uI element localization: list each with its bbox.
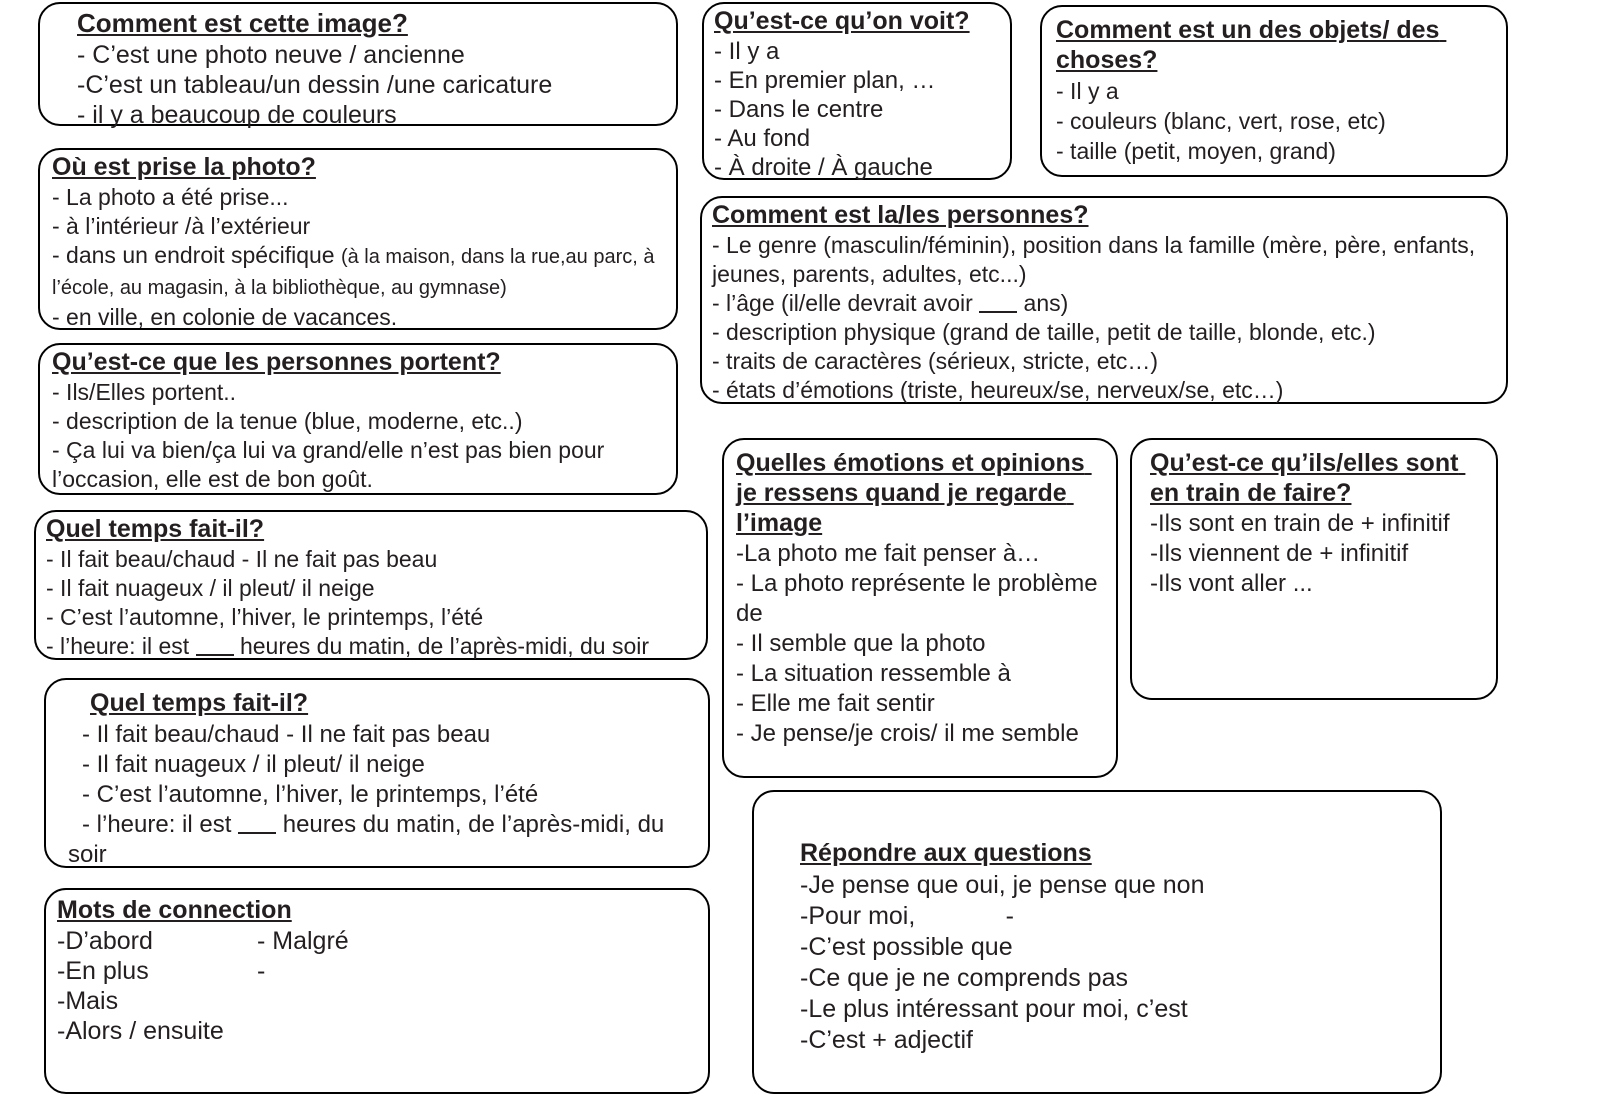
card-title: Qu’est-ce que les personnes portent?: [52, 348, 501, 376]
card-line: -Ils sont en train de + infinitif: [1150, 510, 1450, 537]
connector-left: -En plus: [57, 957, 149, 985]
card-ou-est-prise-la-photo: [38, 148, 678, 330]
card-title: Qu’est-ce qu’ils/elles sont en train de faire?: [1150, 449, 1466, 507]
card-line: - Il fait beau/chaud - Il ne fait pas beau: [82, 721, 491, 748]
specific-prefix: - dans un endroit spécifique: [52, 242, 341, 268]
card-line: - description physique (grand de taille, petit de taille, blonde, etc.): [712, 319, 1376, 345]
card-line-specific: [52, 241, 664, 303]
hour-prefix: - l’heure: il est: [82, 811, 239, 838]
card-line: - C’est l’automne, l’hiver, le printemps, l’été: [82, 781, 539, 808]
connector-row: [57, 926, 696, 956]
card-line: - Le genre (masculin/féminin), position dans la famille (mère, père, enfants, jeunes, parents, adultes, etc...): [712, 232, 1482, 287]
card-comment-est-cette-image: [38, 2, 678, 129]
card-quel-temps-fait-il-1: [34, 510, 708, 660]
card-line: - Il y a: [714, 38, 780, 65]
card-mots-de-connection: [44, 888, 710, 1094]
specific-detail: (à la maison, dans la rue,au parc, à l’école, au magasin, à la bibliothèque, au gymnase): [52, 246, 661, 299]
card-line: - traits de caractères (sérieux, stricte, etc…): [712, 348, 1159, 374]
card-title-wrapper: [1150, 448, 1484, 508]
card-line: - Je pense/je crois/ il me semble: [736, 720, 1079, 747]
card-line: - Ça lui va bien/ça lui va grand/elle n’est pas bien pour l’occasion, elle est de bon goût.: [52, 437, 611, 492]
card-line: - En premier plan, …: [714, 67, 936, 94]
card-line-hour: [82, 810, 696, 840]
card-line: - il y a beaucoup de couleurs: [77, 101, 397, 129]
card-line: - C’est une photo neuve / ancienne: [77, 41, 465, 69]
card-line: - à l’intérieur /à l’extérieur: [52, 213, 311, 239]
card-line: - Il fait nuageux / il pleut/ il neige: [82, 751, 425, 778]
card-title: Où est prise la photo?: [52, 153, 316, 181]
connector-right: - Malgré: [257, 927, 349, 955]
card-comment-est-la-les-personnes: [700, 196, 1508, 404]
card-quest-ce-quon-voit: [702, 2, 1012, 180]
card-line-hour: [46, 632, 694, 661]
card-line: -La photo me fait penser à…: [736, 540, 1041, 567]
card-title: Quel temps fait-il?: [90, 689, 309, 717]
card-quest-ce-que-les-personnes-portent: [38, 343, 678, 495]
fill-in-blank[interactable]: [979, 311, 1017, 313]
card-title: Quelles émotions et opinions je ressens quand je regarde l’image: [736, 449, 1092, 537]
card-quel-temps-fait-il-2: [44, 678, 710, 868]
card-line: -Le plus intéressant pour moi, c’est: [800, 995, 1188, 1023]
card-title: Qu’est-ce qu’on voit?: [714, 7, 970, 35]
card-line: - états d’émotions (triste, heureux/se, nerveux/se, etc…): [712, 377, 1284, 403]
hour-prefix: - l’heure: il est: [46, 633, 196, 659]
card-line: - Dans le centre: [714, 96, 884, 123]
card-line: soir: [68, 841, 107, 868]
hour-suffix: heures du matin, de l’après-midi, du soir: [233, 633, 650, 659]
card-line: - Il semble que la photo: [736, 630, 986, 657]
card-line: - C’est l’automne, l’hiver, le printemps, l’été: [46, 604, 484, 630]
card-line: - taille (petit, moyen, grand): [1056, 138, 1336, 164]
card-line: -Je pense que oui, je pense que non: [800, 871, 1205, 899]
card-line: - À droite / À gauche: [714, 154, 933, 181]
card-line: -Pour moi, -: [800, 902, 1014, 930]
card-line: -Ils viennent de + infinitif: [1150, 540, 1409, 567]
card-line: - Elle me fait sentir: [736, 690, 935, 717]
card-line: -C’est un tableau/un dessin /une caricature: [77, 71, 553, 99]
card-line: - La situation ressemble à: [736, 660, 1011, 687]
card-line: - en ville, en colonie de vacances.: [52, 304, 398, 330]
card-line: - Il y a: [1056, 78, 1119, 104]
connector-row: [57, 1016, 696, 1046]
card-line-age: [712, 289, 1494, 318]
connector-left: -D’abord: [57, 927, 153, 955]
connector-left: -Alors / ensuite: [57, 1017, 224, 1045]
card-line: - Il fait nuageux / il pleut/ il neige: [46, 575, 375, 601]
card-line: -C’est + adjectif: [800, 1026, 973, 1054]
age-suffix: ans): [1017, 290, 1069, 316]
fill-in-blank[interactable]: [196, 654, 234, 656]
card-title: Comment est un des objets/ des choses?: [1056, 16, 1447, 74]
hour-suffix: heures du matin, de l’après-midi, du: [276, 811, 665, 838]
card-title: Répondre aux questions: [800, 839, 1092, 867]
card-repondre-aux-questions: [752, 790, 1442, 1094]
fill-in-blank[interactable]: [238, 832, 276, 834]
connector-left: -Mais: [57, 987, 119, 1015]
card-line: -Ils vont aller ...: [1150, 570, 1313, 597]
card-title: Quel temps fait-il?: [46, 515, 265, 543]
card-title: Comment est la/les personnes?: [712, 201, 1089, 229]
card-line: - Il fait beau/chaud - Il ne fait pas beau: [46, 546, 438, 572]
card-line: - Ils/Elles portent..: [52, 379, 237, 405]
card-title: Comment est cette image?: [77, 8, 408, 38]
card-line: - La photo représente le problème de: [736, 570, 1105, 627]
card-line: - Au fond: [714, 125, 811, 152]
connector-row: [57, 956, 696, 986]
card-quelles-emotions-et-opinions: [722, 438, 1118, 778]
card-quest-ce-quils-elles-sont-en-train-de-faire: [1130, 438, 1498, 700]
card-line: - couleurs (blanc, vert, rose, etc): [1056, 108, 1386, 134]
connector-right: -: [257, 957, 266, 985]
connector-row: [57, 986, 696, 1016]
age-prefix: - l’âge (il/elle devrait avoir: [712, 290, 980, 316]
card-line: - La photo a été prise...: [52, 184, 289, 210]
card-line: -Ce que je ne comprends pas: [800, 964, 1128, 992]
card-line: - description de la tenue (blue, moderne, etc..): [52, 408, 523, 434]
card-line: -C’est possible que: [800, 933, 1013, 961]
card-title: Mots de connection: [57, 896, 292, 924]
card-comment-est-un-des-objets: [1040, 5, 1508, 177]
